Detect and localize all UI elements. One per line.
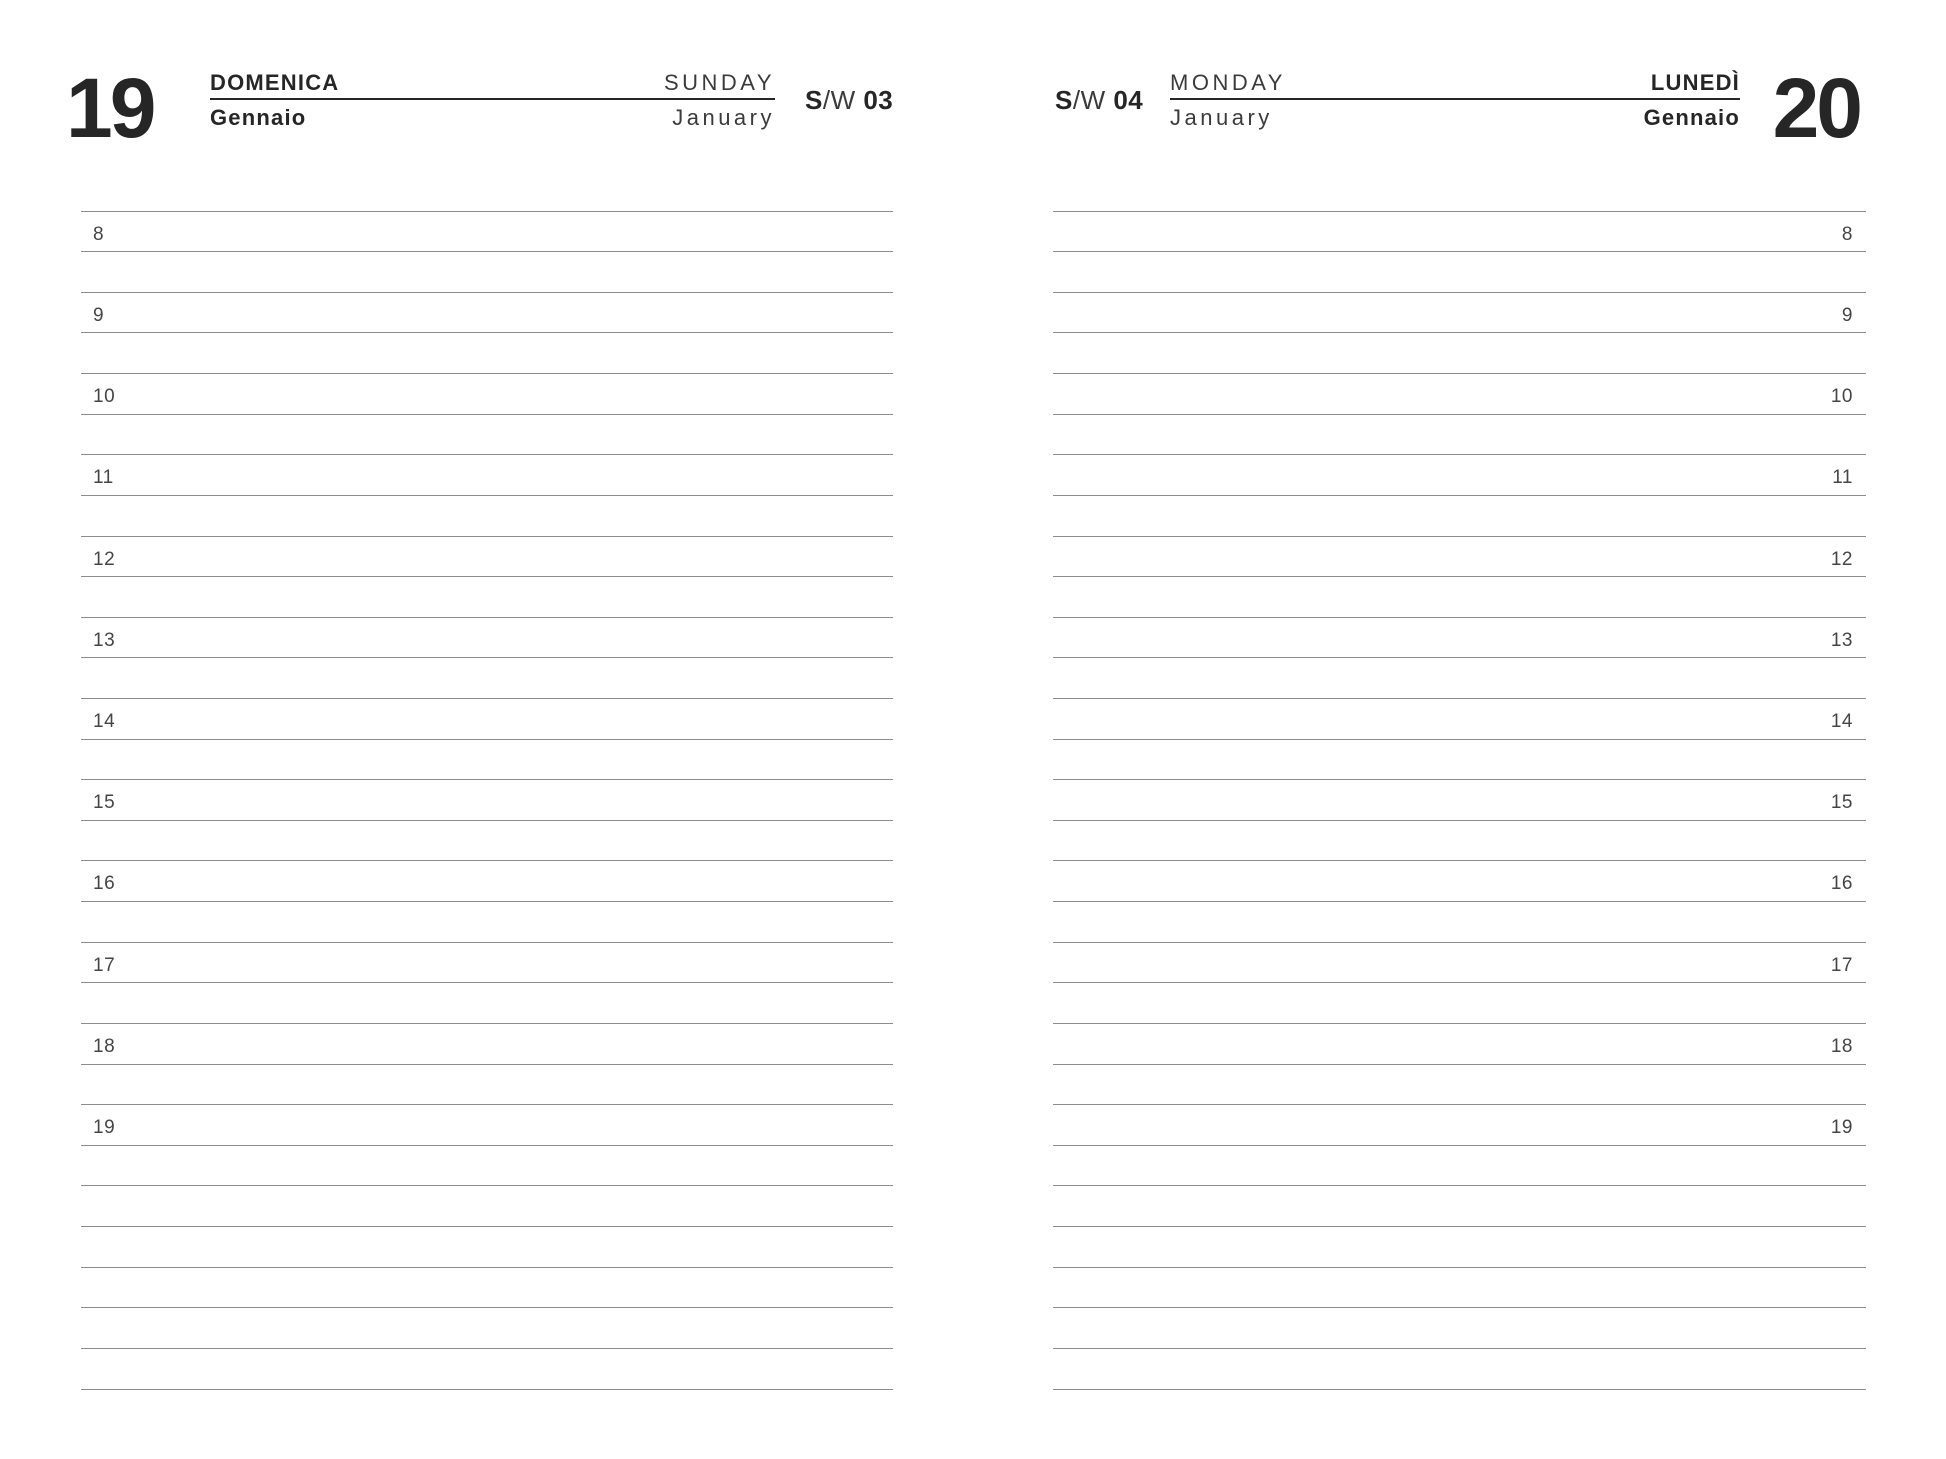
hour-label: 13 — [1830, 629, 1853, 651]
writing-line — [1053, 901, 1866, 902]
hour-label: 13 — [93, 629, 116, 651]
writing-line — [1053, 1267, 1866, 1268]
hour-label: 15 — [1830, 792, 1853, 814]
writing-line — [81, 292, 893, 293]
hour-label: 14 — [1830, 710, 1853, 732]
schedule-grid-left — [81, 0, 893, 1459]
writing-line — [1053, 779, 1866, 780]
writing-line — [1053, 536, 1866, 537]
writing-line — [81, 1389, 893, 1390]
writing-line — [1053, 1064, 1866, 1065]
hour-label: 16 — [93, 873, 116, 895]
writing-line — [1053, 495, 1866, 496]
day-name-english-right: MONDAY — [1170, 70, 1286, 95]
hour-label: 19 — [1830, 1117, 1853, 1139]
writing-line — [1053, 332, 1866, 333]
writing-line — [81, 1348, 893, 1349]
hour-label: 12 — [1830, 548, 1853, 570]
month-italian-left: Gennaio — [210, 105, 307, 130]
hour-label: 15 — [93, 792, 116, 814]
hour-label: 18 — [93, 1035, 116, 1057]
hour-label: 9 — [93, 304, 105, 326]
hour-label: 17 — [93, 954, 116, 976]
writing-line — [81, 657, 893, 658]
writing-line — [81, 536, 893, 537]
writing-line — [1053, 698, 1866, 699]
hour-label: 19 — [93, 1117, 116, 1139]
writing-line — [81, 576, 893, 577]
month-italian-right: Gennaio — [1643, 105, 1740, 130]
week-number-left: 03 — [863, 85, 894, 115]
writing-line — [1053, 739, 1866, 740]
writing-line — [81, 1226, 893, 1227]
writing-line — [81, 1185, 893, 1186]
writing-line — [1053, 820, 1866, 821]
hour-label: 8 — [93, 223, 105, 245]
writing-line — [81, 495, 893, 496]
writing-line — [1053, 942, 1866, 943]
writing-line — [1053, 373, 1866, 374]
day-name-italian-left: DOMENICA — [210, 70, 340, 95]
writing-line — [81, 1267, 893, 1268]
hour-label: 10 — [1830, 386, 1853, 407]
day-name-english-left: SUNDAY — [663, 70, 775, 95]
writing-line — [81, 860, 893, 861]
week-letter-light-left: /W — [822, 85, 856, 115]
writing-line — [1053, 1307, 1866, 1308]
hour-label: 10 — [93, 386, 116, 407]
writing-line — [81, 373, 893, 374]
week-letter-strong-left: S — [805, 85, 823, 115]
week-number-right: 04 — [1113, 85, 1144, 115]
day-number-left: 19 — [66, 61, 154, 155]
writing-line — [1053, 454, 1866, 455]
writing-line — [1053, 860, 1866, 861]
month-english-left: January — [672, 105, 775, 130]
writing-line — [1053, 1348, 1866, 1349]
writing-line — [81, 332, 893, 333]
hour-label: 16 — [1830, 873, 1853, 895]
writing-line — [1053, 414, 1866, 415]
writing-line — [81, 739, 893, 740]
hour-label: 11 — [93, 467, 114, 489]
writing-line — [81, 454, 893, 455]
hour-label: 12 — [93, 548, 116, 570]
writing-line — [1053, 576, 1866, 577]
writing-line — [1053, 1389, 1866, 1390]
writing-line — [81, 617, 893, 618]
writing-line — [1053, 1226, 1866, 1227]
writing-line — [81, 698, 893, 699]
writing-line — [1053, 251, 1866, 252]
writing-line — [81, 211, 893, 212]
writing-line — [81, 1023, 893, 1024]
writing-line — [81, 1104, 893, 1105]
writing-line — [1053, 617, 1866, 618]
schedule-grid-right — [1053, 0, 1866, 1459]
writing-line — [1053, 1023, 1866, 1024]
writing-line — [1053, 657, 1866, 658]
writing-line — [1053, 211, 1866, 212]
writing-line — [81, 251, 893, 252]
hour-label: 18 — [1830, 1035, 1853, 1057]
writing-line — [1053, 1145, 1866, 1146]
writing-line — [1053, 982, 1866, 983]
writing-line — [1053, 292, 1866, 293]
hour-label: 8 — [1841, 223, 1853, 245]
writing-line — [81, 820, 893, 821]
week-letter-light-right: /W — [1072, 85, 1106, 115]
month-english-right: January — [1170, 105, 1273, 130]
week-letter-strong-right: S — [1055, 85, 1073, 115]
day-name-italian-right: LUNEDÌ — [1650, 70, 1740, 95]
writing-line — [81, 414, 893, 415]
hour-label: 14 — [93, 710, 116, 732]
writing-line — [1053, 1104, 1866, 1105]
hour-label: 17 — [1830, 954, 1853, 976]
writing-line — [81, 901, 893, 902]
writing-line — [81, 982, 893, 983]
writing-line — [81, 1307, 893, 1308]
hour-label: 11 — [1832, 467, 1853, 489]
writing-line — [81, 942, 893, 943]
hour-label: 9 — [1841, 304, 1853, 326]
day-number-right: 20 — [1772, 61, 1860, 155]
writing-line — [81, 779, 893, 780]
writing-line — [1053, 1185, 1866, 1186]
writing-line — [81, 1145, 893, 1146]
writing-line — [81, 1064, 893, 1065]
